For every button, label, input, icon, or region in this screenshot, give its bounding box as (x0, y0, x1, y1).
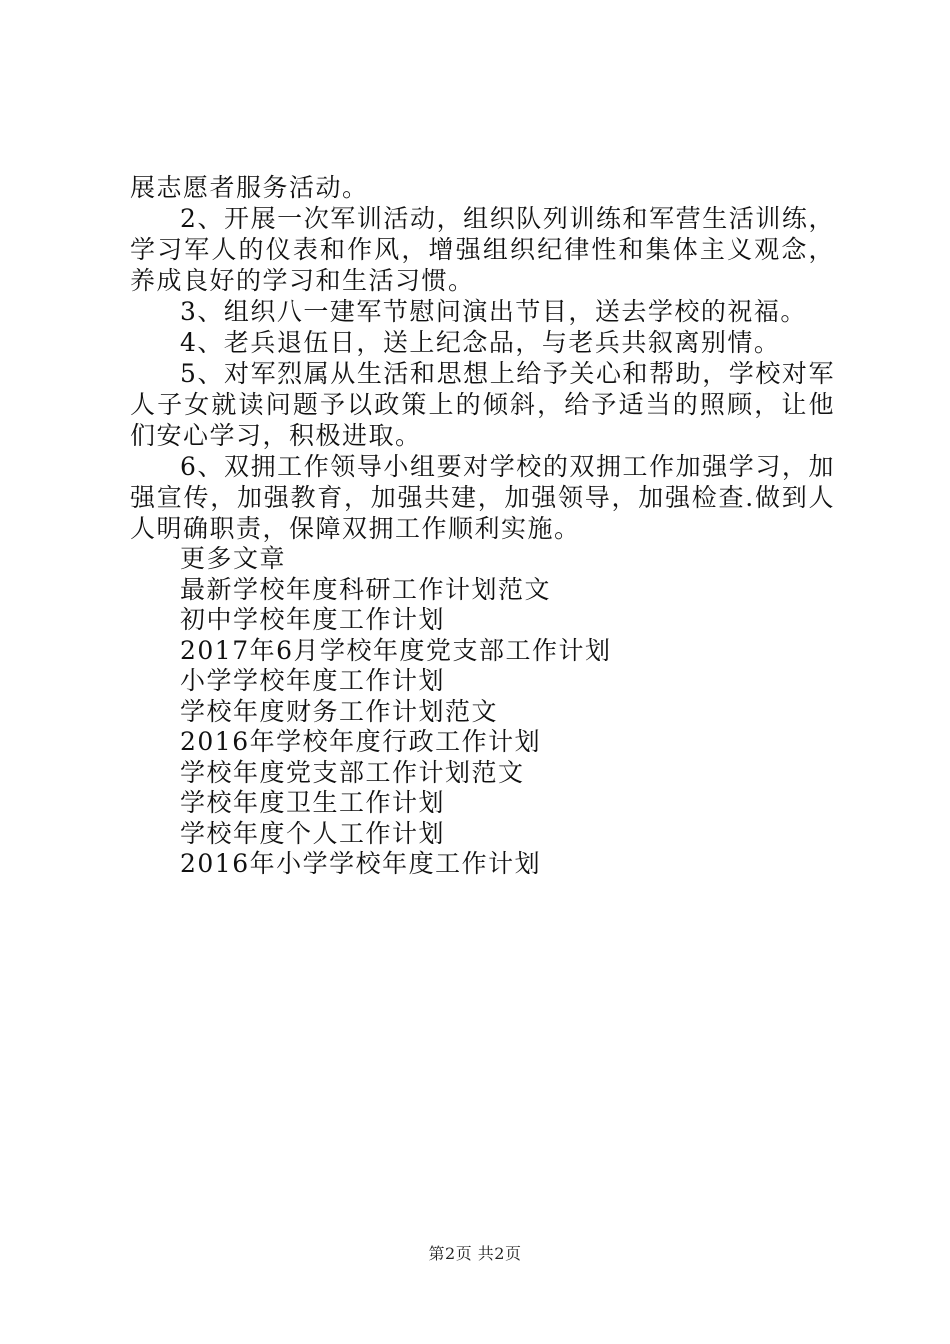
paragraph-0: 展志愿者服务活动。 (130, 173, 369, 202)
article-link[interactable]: 初中学校年度工作计划 (180, 605, 446, 634)
document-body (130, 172, 835, 880)
paragraph-5: 6、双拥工作领导小组要对学校的双拥工作加强学习，加强宣传，加强教育，加强共建，加强领导，加强检查.做到人人明确职责，保障双拥工作顺利实施。 (130, 452, 835, 543)
article-link[interactable]: 学校年度党支部工作计划范文 (180, 757, 525, 787)
article-link[interactable]: 学校年度财务工作计划范文 (180, 696, 499, 726)
article-link[interactable]: 2016年小学学校年度工作计划 (180, 849, 542, 878)
article-link[interactable]: 学校年度个人工作计划 (180, 818, 446, 848)
article-link[interactable]: 2017年6月学校年度党支部工作计划 (180, 635, 612, 665)
article-link[interactable]: 小学学校年度工作计划 (180, 666, 446, 695)
article-link[interactable]: 2016年学校年度行政工作计划 (180, 727, 542, 756)
paragraph-2: 3、组织八一建军节慰问演出节目，送去学校的祝福。 (180, 297, 807, 326)
paragraph-1: 2、开展一次军训活动，组织队列训练和军营生活训练，学习军人的仪表和作风，增强组织纪律性和集体主义观念，养成良好的学习和生活习惯。 (130, 204, 835, 295)
more-articles-list (130, 575, 835, 880)
article-link[interactable]: 最新学校年度科研工作计划范文 (180, 574, 552, 604)
paragraph-4: 5、对军烈属从生活和思想上给予关心和帮助，学校对军人子女就读问题予以政策上的倾斜，给予适当的照顾，让他们安心学习，积极进取。 (130, 359, 835, 450)
article-link[interactable]: 学校年度卫生工作计划 (180, 788, 446, 817)
page-number-footer: 第2页 共2页 (428, 1244, 522, 1263)
more-articles-heading: 更多文章 (180, 544, 287, 573)
paragraph-3: 4、老兵退伍日，送上纪念品，与老兵共叙离别情。 (180, 328, 781, 357)
